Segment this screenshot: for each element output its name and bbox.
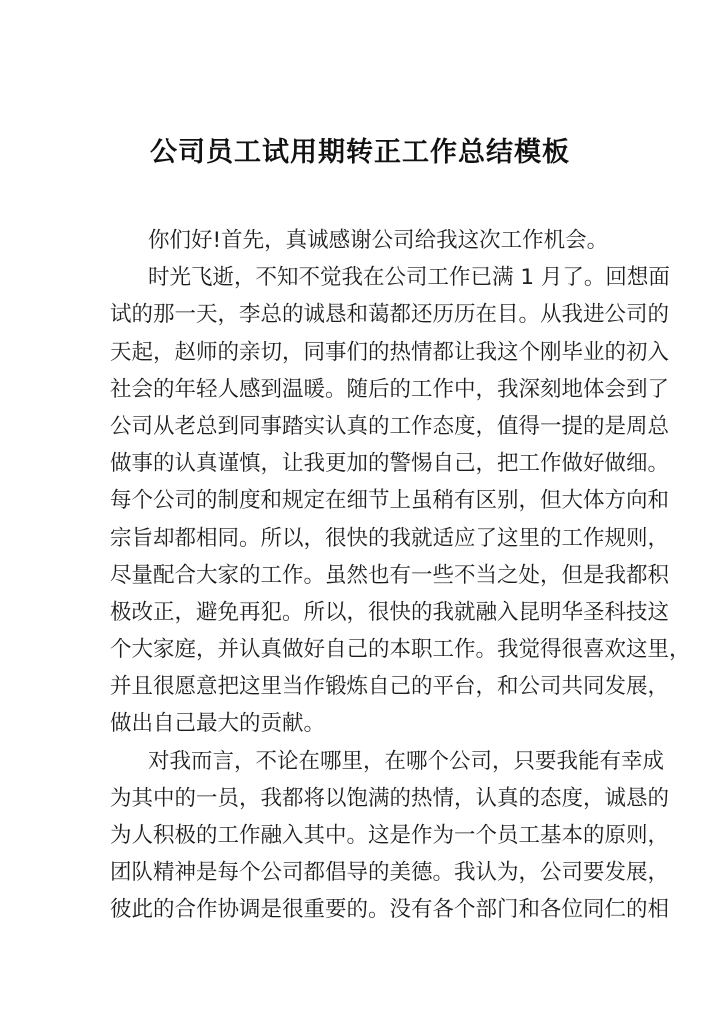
paragraph-line: 每个公司的制度和规定在细节上虽稍有区别，但大体方向和 — [110, 488, 670, 514]
paragraph-line: 尽量配合大家的工作。虽然也有一些不当之处，但是我都积 — [110, 562, 670, 588]
paragraph-line: 并且很愿意把这里当作锻炼自己的平台，和公司共同发展， — [110, 674, 670, 700]
paragraph-line: 为人积极的工作融入其中。这是作为一个员工基本的原则， — [110, 823, 670, 848]
paragraph-line: 你们好!首先，真诚感谢公司给我这次工作机会。 — [148, 228, 609, 253]
paragraph-line: 做事的认真谨慎，让我更加的警惕自己，把工作做好做细。 — [110, 451, 670, 477]
document-title: 公司员工试用期转正工作总结模板 — [150, 137, 570, 168]
paragraph-line: 做出自己最大的贡献。 — [110, 711, 326, 737]
document-body — [110, 222, 691, 929]
paragraph-line: 极改正，避免再犯。所以，很快的我就融入昆明华圣科技这 — [110, 599, 670, 625]
paragraph-line: 天起，赵师的亲切，同事们的热情都让我这个刚毕业的初入 — [110, 339, 670, 365]
paragraph-line: 团队精神是每个公司都倡导的美德。我认为，公司要发展， — [110, 860, 670, 886]
paragraph-line: 时光飞逝，不知不觉我在公司工作已满 1 月了。回想面 — [148, 265, 670, 291]
paragraph-line: 试的那一天，李总的诚恳和蔼都还历历在目。从我进公司的 — [110, 302, 670, 328]
paragraph-line: 社会的年轻人感到温暖。随后的工作中，我深刻地体会到了 — [110, 376, 670, 402]
paragraph-line: 为其中的一员，我都将以饱满的热情，认真的态度，诚恳的 — [110, 785, 670, 811]
paragraph-line: 个大家庭，并认真做好自己的本职工作。我觉得很喜欢这里， — [110, 637, 691, 663]
paragraph-line: 彼此的合作协调是很重要的。没有各个部门和各位同仁的相 — [110, 897, 670, 923]
paragraph-line: 对我而言，不论在哪里，在哪个公司，只要我能有幸成 — [148, 748, 665, 774]
paragraph-line: 宗旨却都相同。所以，很快的我就适应了这里的工作规则， — [110, 525, 670, 551]
paragraph-line: 公司从老总到同事踏实认真的工作态度，值得一提的是周总 — [110, 413, 670, 439]
